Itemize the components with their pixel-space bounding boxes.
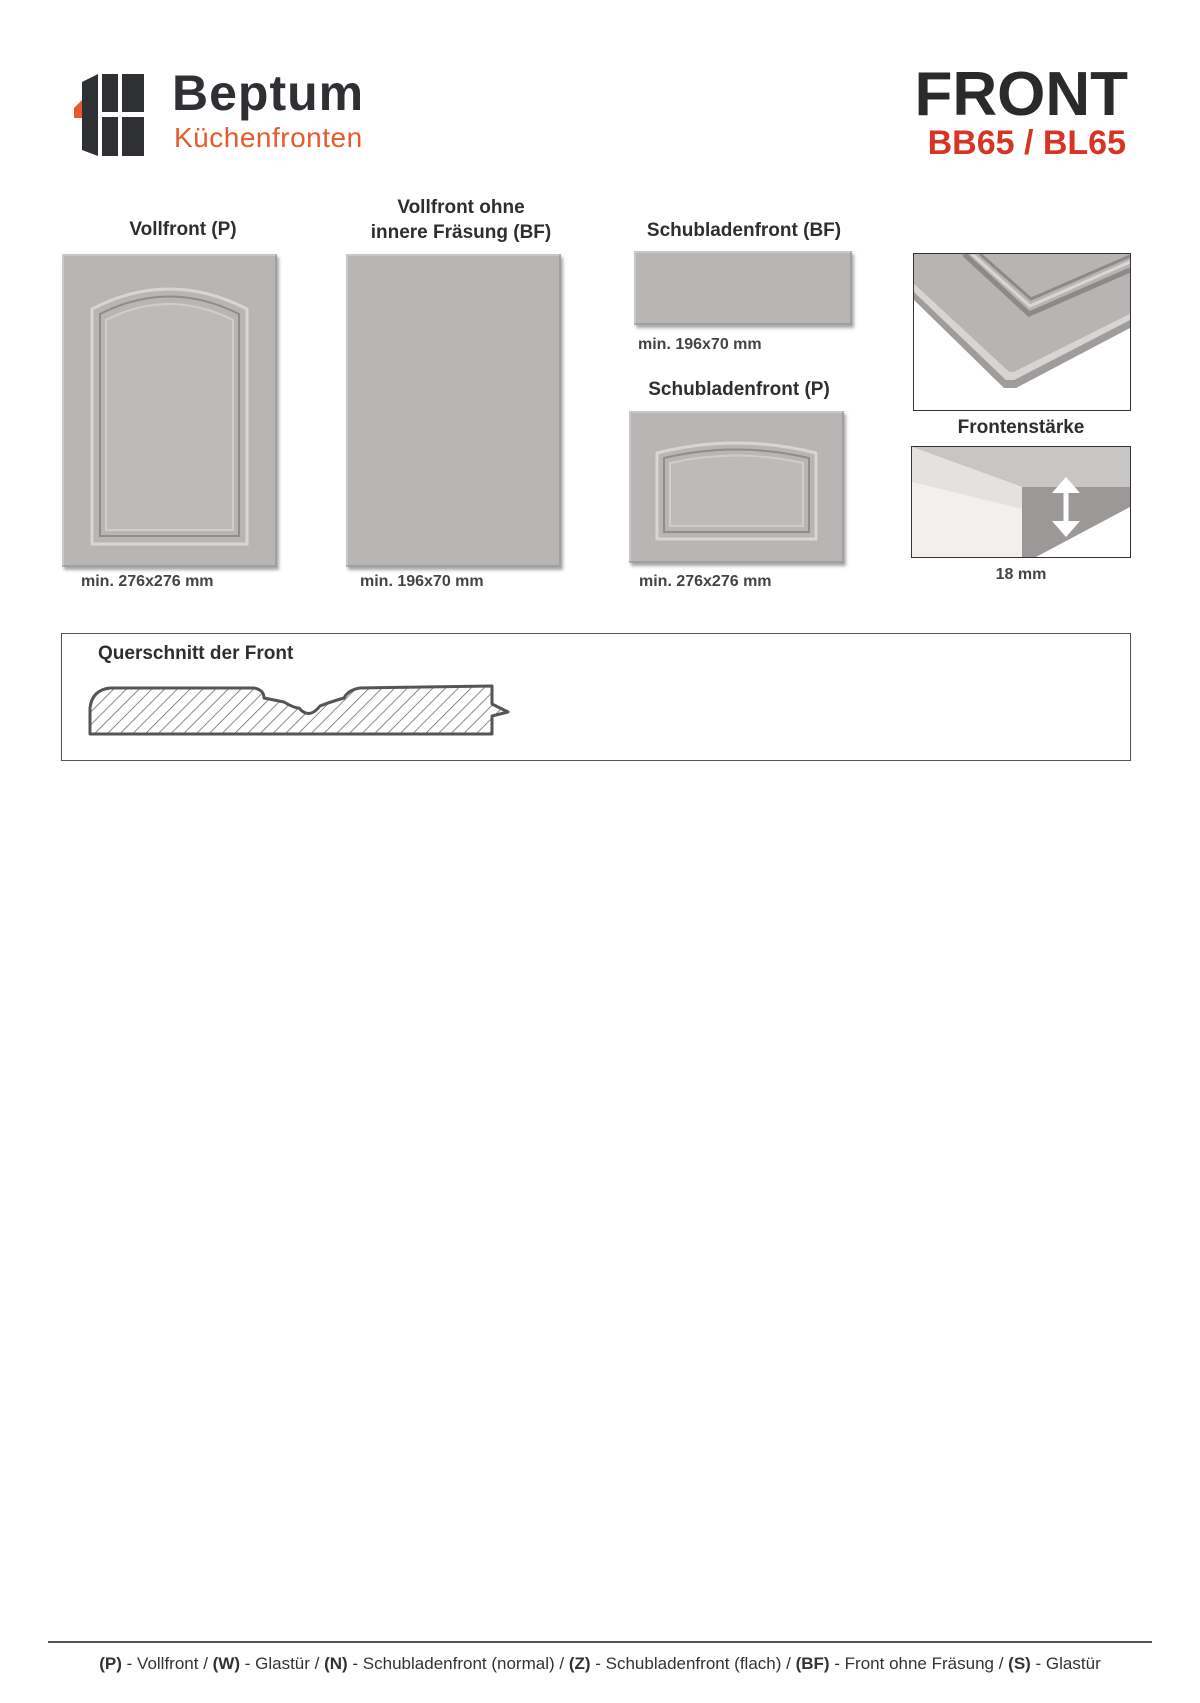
legend-text-bf: - Front ohne Fräsung / <box>829 1654 1009 1673</box>
panel-schubladenfront-bf <box>634 251 852 325</box>
thickness-label: Frontenstärke <box>957 417 1085 438</box>
product-label-schubladenfront-p: Schubladenfront (P) <box>648 379 830 400</box>
legend-text-p: - Vollfront / <box>121 1654 213 1673</box>
dimension-vollfront-p: min. 276x276 mm <box>81 573 214 590</box>
panel-vollfront-p <box>62 254 277 567</box>
cross-section-title: Querschnitt der Front <box>98 643 294 664</box>
corner-profile-icon <box>914 254 1130 410</box>
product-label-vollfront-bf-line1: Vollfront ohne <box>397 197 525 218</box>
legend-code-z: (Z) <box>568 1654 591 1673</box>
page-title: FRONT <box>914 60 1128 129</box>
raised-panel-arch-icon <box>62 254 277 567</box>
thickness-value: 18 mm <box>995 566 1047 583</box>
brand-logo-icon <box>72 72 158 158</box>
product-label-vollfront-bf-line2: innere Fräsung (BF) <box>370 222 552 243</box>
legend-text-s: - Glastür <box>1030 1654 1101 1673</box>
dimension-schubladenfront-p: min. 276x276 mm <box>639 573 772 590</box>
panel-schubladenfront-p <box>629 411 844 563</box>
legend-text-n: - Schubladenfront (normal) / <box>347 1654 569 1673</box>
thickness-image <box>911 446 1131 558</box>
dimension-vollfront-bf: min. 196x70 mm <box>360 573 484 590</box>
legend-code-bf: (BF) <box>795 1654 830 1673</box>
legend-text-w: - Glastür / <box>240 1654 325 1673</box>
cross-section-profile-icon <box>84 680 514 740</box>
legend-text-z: - Schubladenfront (flach) / <box>590 1654 796 1673</box>
legend-code-n: (N) <box>324 1654 348 1673</box>
brand-subtitle: Küchenfronten <box>174 122 363 153</box>
legend-code-w: (W) <box>212 1654 241 1673</box>
product-label-vollfront-p: Vollfront (P) <box>129 219 237 240</box>
product-label-schubladenfront-bf: Schubladenfront (BF) <box>646 220 842 241</box>
footer-legend <box>0 1654 1200 1674</box>
brand-name: Beptum <box>172 65 365 121</box>
footer-divider <box>48 1641 1152 1643</box>
panel-vollfront-bf <box>346 254 561 567</box>
model-number: BB65 / BL65 <box>927 124 1126 162</box>
corner-detail-image <box>913 253 1131 411</box>
thickness-arrow-icon <box>912 447 1130 557</box>
raised-drawer-arch-icon <box>629 411 844 563</box>
legend-code-s: (S) <box>1008 1654 1031 1673</box>
legend-code-p: (P) <box>99 1654 122 1673</box>
dimension-schubladenfront-bf: min. 196x70 mm <box>638 336 762 353</box>
